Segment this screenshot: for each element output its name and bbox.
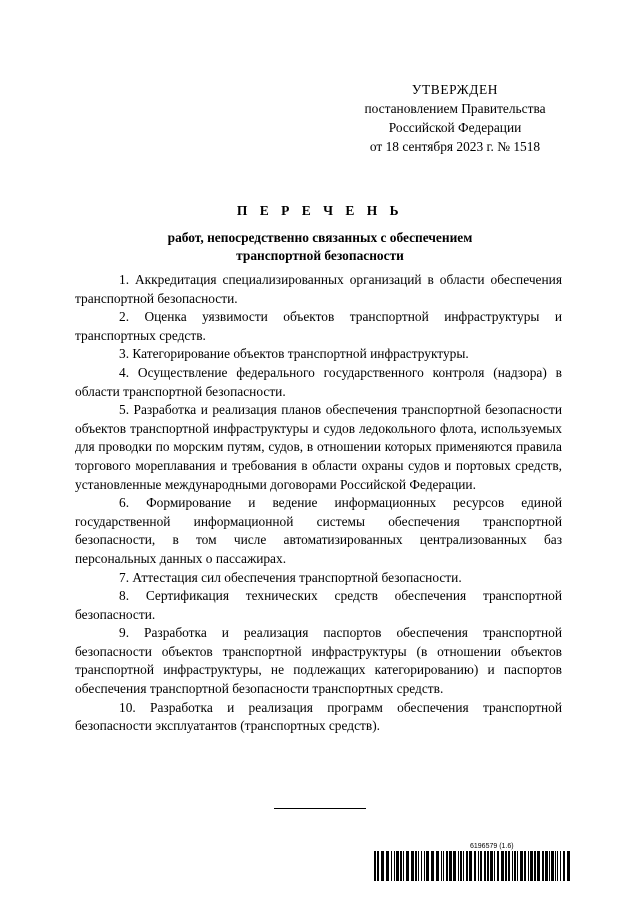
- list-item-2: 2. Оценка уязвимости объектов транспортной инфраструктуры и транспортных средств.: [75, 309, 562, 343]
- barcode-bar: [446, 851, 448, 881]
- barcode-bar: [426, 851, 429, 881]
- barcode-bar: [528, 851, 529, 881]
- items-list: [75, 271, 562, 736]
- barcode-bar: [474, 851, 476, 881]
- barcode-bar: [411, 851, 414, 881]
- barcode-bar: [555, 851, 556, 881]
- barcode-bar: [560, 851, 561, 881]
- barcode-bar: [431, 851, 434, 881]
- list-item-4: 4. Осуществление федерального государственного контроля (надзора) в области транспортной безопасности.: [75, 364, 562, 399]
- barcode-bar: [466, 851, 468, 881]
- barcode-bar: [418, 851, 419, 881]
- barcode-bar: [484, 851, 486, 881]
- barcode-bar: [374, 851, 376, 881]
- barcode-bar: [415, 851, 417, 881]
- document-code: 6196579 (1.6): [470, 843, 514, 850]
- barcode-bar: [563, 851, 565, 881]
- barcode-bar: [443, 851, 444, 881]
- barcode-bar: [487, 851, 489, 881]
- barcode-bar: [501, 851, 504, 881]
- barcode-bar: [394, 851, 395, 881]
- barcode-bar: [514, 851, 516, 881]
- barcode-bar: [478, 851, 479, 881]
- barcode-bar: [524, 851, 526, 881]
- barcode-bar: [403, 851, 404, 881]
- barcode-bar: [381, 851, 384, 881]
- list-item-7: 7. Аттестация сил обеспечения транспортной безопасности.: [119, 569, 462, 585]
- approval-line-2: Российской Федерации: [388, 120, 522, 135]
- subtitle-line-1: работ, непосредственно связанных с обеспечением: [167, 230, 473, 245]
- barcode-bar: [436, 851, 439, 881]
- list-item-6: 6. Формирование и ведение информационных ресурсов единой государственной информационной системы обеспечения транспортной безопасности, в том числе автоматизированных централизованных баз персональных данных о пассажирах.: [75, 495, 562, 566]
- subtitle-line-2: транспортной безопасности: [236, 248, 404, 263]
- barcode-bar: [469, 851, 472, 881]
- approval-line-1: постановлением Правительства: [364, 101, 546, 116]
- barcode-bar: [463, 851, 464, 881]
- barcode-bar: [520, 851, 523, 881]
- barcode-bar: [530, 851, 533, 881]
- barcode-bar: [406, 851, 409, 881]
- barcode-bar: [424, 851, 425, 881]
- barcode-bar: [557, 851, 558, 881]
- barcode-bar: [391, 851, 392, 881]
- barcode-bar: [542, 851, 544, 881]
- approval-line-3: от 18 сентября 2023 г. № 1518: [369, 139, 541, 154]
- barcode-bar: [567, 851, 570, 881]
- barcode-bar: [441, 851, 442, 881]
- barcode-bar: [490, 851, 493, 881]
- barcode-bar: [512, 851, 513, 881]
- list-item-5: 5. Разработка и реализация планов обеспечения транспортной безопасности объектов транспортной инфраструктуры и судов ледокольного флота, используемых для проводки по морским путям, судов, в отношении которых применяются правила торгового мореплавания и требования в области охраны судов и портовых средств, установленные международными договорами Российской Федерации.: [75, 402, 562, 492]
- list-item-8: 8. Сертификация технических средств обеспечения транспортной безопасности.: [75, 588, 562, 622]
- barcode-bar: [453, 851, 456, 881]
- barcode-bar: [497, 851, 499, 881]
- barcode-bar: [537, 851, 540, 881]
- barcode-bar: [460, 851, 462, 881]
- barcode-bar: [421, 851, 422, 881]
- barcode-image: [374, 851, 570, 881]
- document-title: П Е Р Е Ч Е Н Ь: [236, 203, 404, 218]
- list-item-1: 1. Аккредитация специализированных организаций в области обеспечения транспортной безопасности.: [75, 272, 562, 306]
- barcode-bar: [480, 851, 482, 881]
- barcode-bar: [534, 851, 536, 881]
- barcode-bar: [396, 851, 399, 881]
- list-item-10: 10. Разработка и реализация программ обеспечения транспортной безопасности эксплуатантов (транспортных средств).: [75, 699, 562, 734]
- barcode-bar: [449, 851, 452, 881]
- barcode-bar: [517, 851, 518, 881]
- barcode-bar: [508, 851, 510, 881]
- barcode-bar: [494, 851, 495, 881]
- barcode-bar: [551, 851, 554, 881]
- barcode-bar: [505, 851, 507, 881]
- barcode-bar: [377, 851, 379, 881]
- barcode-bar: [545, 851, 548, 881]
- list-item-9: 9. Разработка и реализация паспортов обеспечения транспортной безопасности объектов транспортной инфраструктуры (в отношении объектов транспортной инфраструктуры, не подлежащих категорированию) и паспортов обеспечения транспортной безопасности транспортных средств.: [75, 625, 562, 697]
- list-item-3: 3. Категорирование объектов транспортной инфраструктуры.: [119, 346, 469, 362]
- barcode-bar: [400, 851, 402, 881]
- document-subtitle: [0, 229, 640, 265]
- barcode-bar: [549, 851, 550, 881]
- barcode-bar: [386, 851, 389, 881]
- barcode-bar: [458, 851, 459, 881]
- end-divider: [274, 808, 366, 809]
- approval-block: [330, 80, 580, 156]
- approval-title: УТВЕРЖДЕН: [411, 82, 499, 97]
